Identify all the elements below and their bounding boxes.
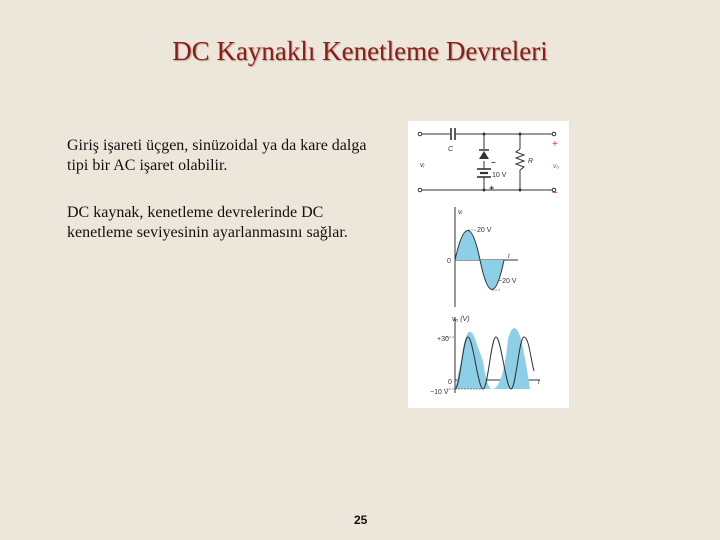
- input-terminal-bottom: [418, 188, 422, 192]
- source-label: 10 V: [492, 172, 507, 179]
- output-waveform-plot: [446, 317, 540, 393]
- output-t-label: t: [538, 380, 540, 386]
- battery-minus-sign: −: [491, 158, 496, 167]
- battery-plus-sign: +: [489, 183, 495, 193]
- input-label: vᵢ: [420, 162, 425, 169]
- input-peak-label: 20 V: [477, 227, 492, 234]
- output-trough-label: −10 V: [430, 389, 449, 396]
- output-peak-label: +30: [437, 336, 449, 343]
- clamper-figure-svg: [408, 121, 569, 408]
- capacitor-label: C: [448, 146, 454, 153]
- input-terminal-top: [418, 132, 422, 136]
- junction-dot: [483, 189, 486, 192]
- battery-symbol: [477, 169, 491, 177]
- diode-symbol: [479, 151, 489, 159]
- output-plus-sign: +: [552, 139, 558, 150]
- output-label: vₒ: [553, 163, 560, 170]
- slide-title: DC Kaynaklı Kenetleme Devreleri: [172, 36, 548, 66]
- input-zero-label: 0: [447, 258, 451, 265]
- output-terminal-top: [552, 132, 556, 136]
- input-axis-label: vᵢ: [458, 209, 463, 216]
- input-trough-label: −20 V: [498, 278, 517, 285]
- page-number: 25: [354, 513, 368, 527]
- paragraph-dc-source: DC kaynak, kenetleme devrelerinde DC kenetleme seviyesinin ayarlanmasını sağlar.: [67, 204, 348, 241]
- clamper-circuit: [420, 134, 554, 190]
- output-axis-label: vₒ (V): [452, 316, 470, 323]
- output-minus-sign: −: [552, 188, 558, 199]
- paragraph-input-signal: Giriş işareti üçgen, sinüzoidal ya da kare dalga tipi bir AC işaret olabilir.: [67, 137, 367, 174]
- resistor-label: R: [528, 158, 534, 165]
- output-zero-label: 0: [448, 379, 452, 386]
- junction-dot: [483, 133, 486, 136]
- capacitor-symbol: [451, 128, 455, 140]
- clamper-figure: [408, 121, 569, 408]
- input-t-label: t: [508, 254, 510, 260]
- resistor-symbol: [516, 134, 524, 190]
